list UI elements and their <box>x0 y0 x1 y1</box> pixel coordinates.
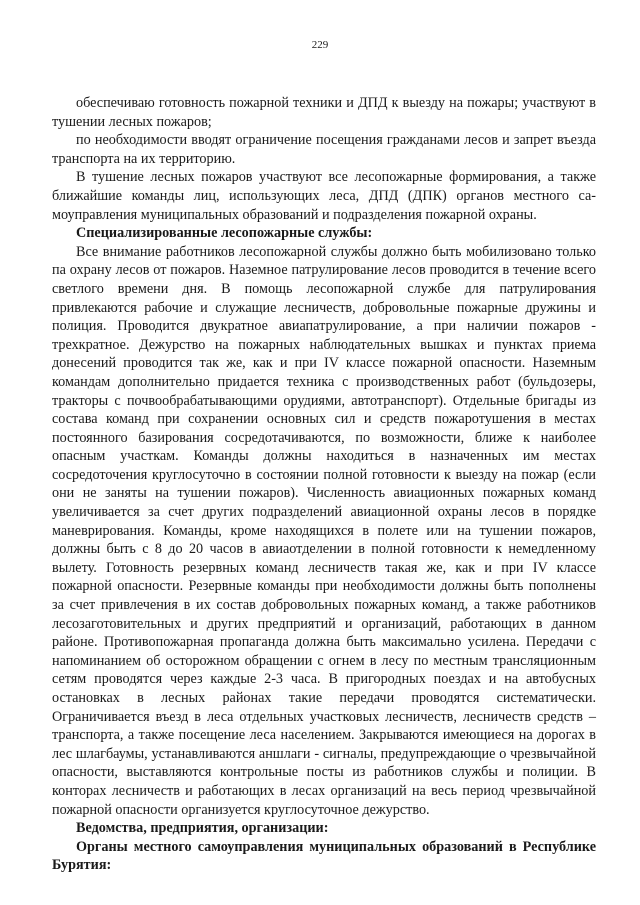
paragraph-firefighting-participants: В тушение лесных пожаров участвуют все лесопожарные формирования, а также ближайшие команды лиц, использующих леса, ДПД (ДПК) органов местного самоуправления муниципальных образований и подразделения пожарной охраны. <box>52 169 596 223</box>
paragraph-equipment-readiness: обеспечиваю готовность пожарной техники и ДПД к выезду на пожары; участвуют в тушении лесных пожаров; <box>52 95 596 130</box>
heading-agencies: Ведомства, предприятия, организации: <box>76 820 329 837</box>
page-number: 229 <box>311 39 329 51</box>
page-body <box>52 94 596 875</box>
paragraph-access-restriction: по необходимости вводят ограничение посещения гражданами лесов и запрет въезда транспорта на их территорию. <box>52 132 596 167</box>
heading-local-government: Органы местного самоуправления муниципальных образований в Республике Бурятия: <box>52 838 596 874</box>
paragraph-forest-fire-services: Все внимание работников лесопожарной службы должно быть мобилизовано только па охрану лесов от пожаров. Наземное патрулирование лесов проводится в течение всего светлого времени дня. В помощь лесопожарной службе для патрулирования привлекаются рабочие и служащие лесничеств, добровольные пожарные дружины и полиция. Проводится двукратное авиапатрулирование, а при наличии пожаров - трехкратное. Дежурство на пожарных наблюдательных вышках и пунктах приема донесений проводится так же, как и при IV классе пожарной опасности. Наземным командам дополнительно придается техника с производственных работ (бульдозеры, тракторы с почвообрабатывающими орудиями, автотранспорт). Отдельные бригады из состава команд при сохранении основных сил и средств пожаротушения в местах постоянного базирования сосредотачиваются, по возможности, ближе к наиболее опасным участкам. Команды должны находиться в назначенных им местах сосредоточения круглосуточно в состоянии полной готовности к выезду на пожар (если они не заняты на тушении пожаров). Численность авиационных пожарных команд увеличивается за счет других подразделений авиационной охраны лесов в порядке маневрирования. Команды, кроме находящихся в полете или на тушении пожаров, должны быть с 8 до 20 часов в авиаотделении в полной готовности к немедленному вылету. Готовность резервных команд лесничеств такая же, как и при IV классе пожарной опасности. Резервные команды при необходимости должны быть пополнены за счет привлечения в их состав добровольных пожарных команд, а также работников лесозаготовительных и других предприятий и организаций, работающих в данном районе. Противопожарная пропаганда должна быть максимально усилена. Передачи с напоминанием об осторожном обращении с огнем в лесу по местным трансляционным сетям проводятся через каждые 2-3 часа. В пригородных поездах и на автобусных остановках в лесных районах такие передачи проводятся систематически. Ограничивается въезд в леса отдельных участковых лесничеств, лесничеств средств – транспорта, а также посещение леса населением. Закрываются имеющиеся на дорогах в лес шлагбаумы, устанавливаются аншлаги - сигналы, предупреждающие о чрезвычайной опасности, выставляются контрольные посты из работников службы и полиции. В конторах лесничеств и работающих в лесах организаций на весь период чрезвычайной пожарной опасности организуется круглосуточное дежурство. <box>52 243 596 818</box>
heading-forest-fire-services: Специализированные лесопожарные службы: <box>76 225 373 242</box>
